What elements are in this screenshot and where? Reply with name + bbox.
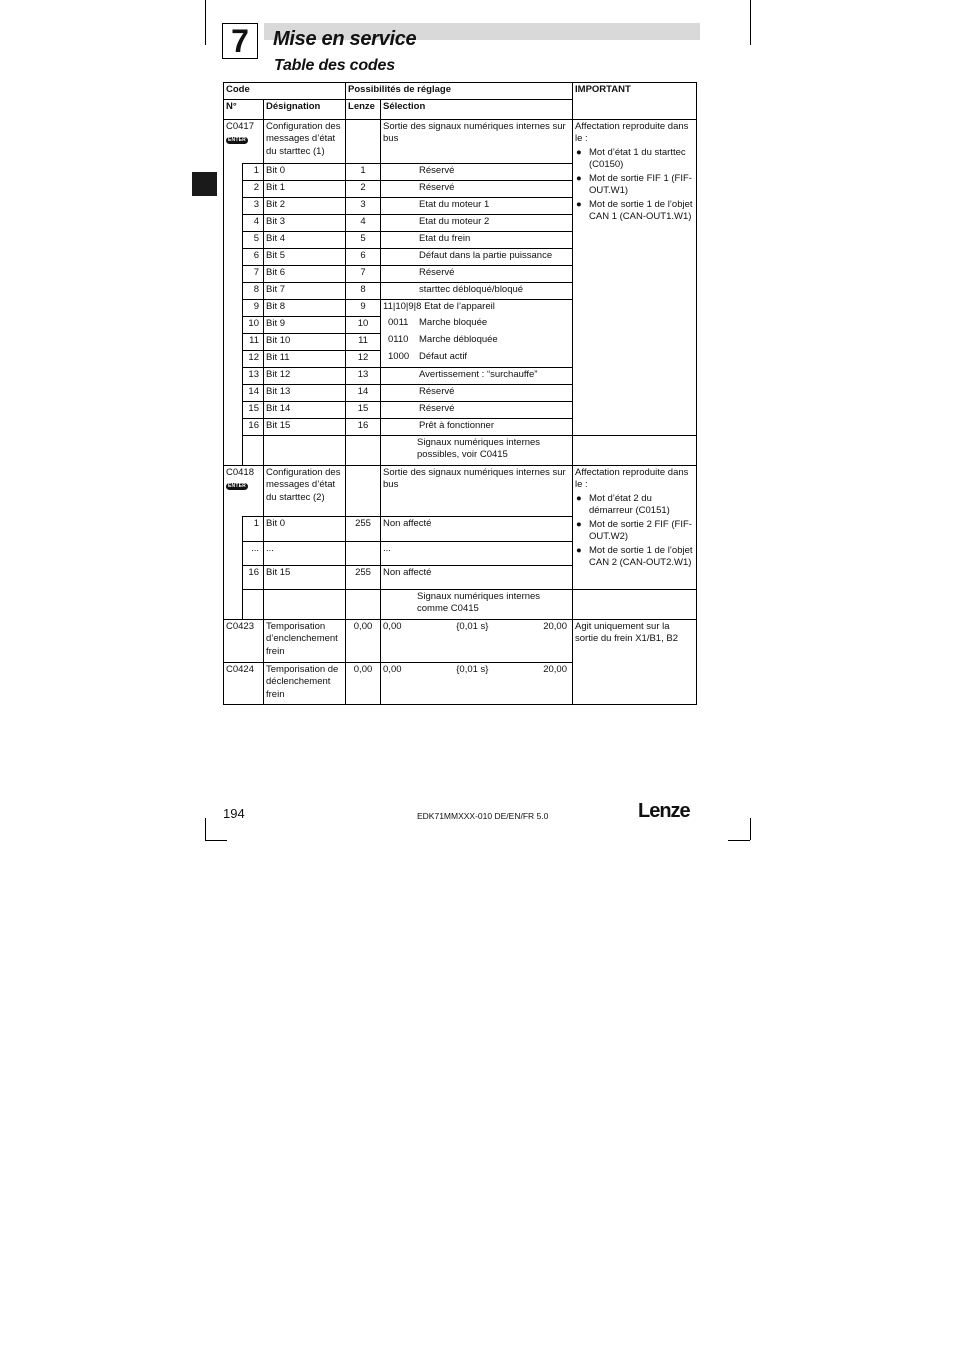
bit-selection: 0110 Marche débloquée (381, 333, 573, 350)
bit-no: 1 (243, 516, 264, 541)
important-intro: Affectation reproduite dans le : (575, 466, 689, 490)
bit-selection: 0011 Marche bloquée (381, 316, 573, 333)
crop-mark (750, 818, 751, 840)
bit-selection: Etat du frein (381, 231, 573, 248)
bit-no: 15 (243, 401, 264, 418)
crop-mark (205, 818, 206, 840)
header-no: N° (224, 99, 264, 119)
crop-mark (728, 840, 750, 841)
page-subtitle: Table des codes (274, 57, 395, 74)
bit-no: 9 (243, 299, 264, 316)
bit-lenze: 14 (346, 384, 381, 401)
code-row-c0423 (224, 619, 697, 662)
range-max: 20,00 (543, 620, 567, 632)
list-item: ● Mot de sortie 1 de l’objet CAN 2 (CAN-OUT2.W1) (576, 544, 693, 568)
bullet-icon: ● (576, 518, 582, 530)
list-item: ● Mot de sortie FIF 1 (FIF-OUT.W1) (576, 172, 692, 196)
bit-designation: Bit 8 (264, 299, 346, 316)
bit-lenze: 2 (346, 180, 381, 197)
header-important: IMPORTANT (573, 83, 697, 120)
bit-designation: Bit 13 (264, 384, 346, 401)
bit-designation: Bit 15 (264, 565, 346, 589)
selection-cell: Sortie des signaux numériques internes sur bus (381, 119, 573, 163)
bit-no: 16 (243, 565, 264, 589)
bit-selection: Réservé (381, 401, 573, 418)
bit-lenze (346, 541, 381, 565)
bit-designation: Bit 1 (264, 180, 346, 197)
range-max: 20,00 (543, 663, 567, 675)
page-title: Mise en service (273, 28, 417, 50)
code-row-c0418 (224, 465, 697, 516)
bit-lenze: 3 (346, 197, 381, 214)
page-number: 194 (223, 806, 245, 821)
bit-selection: Réservé (381, 180, 573, 197)
bit-lenze: 12 (346, 350, 381, 367)
code-cell (224, 465, 264, 516)
footer-row (224, 435, 697, 465)
bit-no: 11 (243, 333, 264, 350)
bit-selection: Avertissement : “surchauffe” (381, 367, 573, 384)
designation-cell: Configuration des messages d’état du starttec (1) (264, 119, 346, 163)
lenze-logo: Lenze (638, 800, 690, 822)
lenze-cell (346, 465, 381, 516)
bit-designation: Bit 9 (264, 316, 346, 333)
bit-designation: Bit 5 (264, 248, 346, 265)
bit-selection: Prêt à fonctionner (381, 418, 573, 435)
bit-designation: Bit 11 (264, 350, 346, 367)
lenze-cell: 0,00 (346, 619, 381, 662)
header-selection: Sélection (381, 99, 573, 119)
header-settings: Possibilités de réglage (346, 83, 573, 100)
footer-selection: Signaux numériques internes comme C0415 (381, 589, 573, 619)
bit-no: 1 (243, 163, 264, 180)
bit-no: 7 (243, 265, 264, 282)
bit-designation: Bit 0 (264, 163, 346, 180)
bit-selection: ... (381, 541, 573, 565)
bit-lenze: 1 (346, 163, 381, 180)
bit-designation: Bit 0 (264, 516, 346, 541)
bullet-icon: ● (576, 146, 582, 158)
bullet-icon: ● (576, 492, 582, 504)
code-number: C0423 (224, 619, 264, 662)
list-item: ● Mot de sortie 1 de l’objet CAN 1 (CAN-OUT1.W1) (576, 198, 693, 222)
bit-lenze: 10 (346, 316, 381, 333)
enter-icon: ENTER (228, 137, 246, 143)
bit-lenze: 255 (346, 516, 381, 541)
bit-lenze: 13 (346, 367, 381, 384)
code-table (223, 82, 697, 705)
range-step: {0,01 s} (456, 620, 489, 632)
code-number: C0418 (226, 466, 254, 478)
bit-lenze: 8 (346, 282, 381, 299)
bit-selection: Non affecté (381, 565, 573, 589)
table-header-row (224, 83, 697, 100)
bit-no: 12 (243, 350, 264, 367)
designation-cell: Configuration des messages d’état du starttec (2) (264, 465, 346, 516)
bit-designation: Bit 15 (264, 418, 346, 435)
designation-cell: Temporisation d’enclenchement frein (264, 619, 346, 662)
bullet-icon: ● (576, 198, 582, 210)
code-cell (224, 119, 264, 163)
lenze-cell (346, 119, 381, 163)
header-designation: Désignation (264, 99, 346, 119)
selection-cell: Sortie des signaux numériques internes sur bus (381, 465, 573, 516)
bit-lenze: 11 (346, 333, 381, 350)
bit-lenze: 16 (346, 418, 381, 435)
bit-no: 13 (243, 367, 264, 384)
important-list (575, 147, 694, 224)
bit-selection: 1000 Défaut actif (381, 350, 573, 367)
crop-mark (750, 0, 751, 45)
bit-designation: Bit 2 (264, 197, 346, 214)
bit-designation: Bit 4 (264, 231, 346, 248)
bit-lenze: 6 (346, 248, 381, 265)
bit-no: 3 (243, 197, 264, 214)
bit-selection: Défaut dans la partie puissance (381, 248, 573, 265)
crop-mark (205, 0, 206, 45)
list-item: ● Mot d’état 2 du démarreur (C0151) (576, 492, 670, 516)
range-cell (381, 662, 573, 704)
bit-no: 14 (243, 384, 264, 401)
chapter-number: 7 (222, 23, 258, 59)
important-cell (573, 119, 697, 435)
list-item: ● Mot d’état 1 du starttec (C0150) (576, 146, 686, 170)
important-cell: Agit uniquement sur la sortie du frein X1/B1, B2 (573, 619, 697, 704)
bit-lenze: 4 (346, 214, 381, 231)
bit-no: 5 (243, 231, 264, 248)
bullet-icon: ● (576, 172, 582, 184)
bit-selection: Réservé (381, 384, 573, 401)
bit-no: 8 (243, 282, 264, 299)
bit-no: 6 (243, 248, 264, 265)
bit-lenze: 5 (346, 231, 381, 248)
bit-selection: 11|10|9|8 Etat de l’appareil (381, 299, 573, 316)
bit-designation: Bit 10 (264, 333, 346, 350)
important-intro: Affectation reproduite dans le : (575, 120, 689, 144)
list-item: ● Mot de sortie 2 FIF (FIF-OUT.W2) (576, 518, 692, 542)
bit-selection: Etat du moteur 2 (381, 214, 573, 231)
chapter-tab-marker (192, 172, 217, 196)
bit-no: 16 (243, 418, 264, 435)
range-step: {0,01 s} (456, 663, 489, 675)
range-min: 0,00 (383, 663, 402, 675)
important-cell (573, 465, 697, 589)
designation-cell: Temporisation de déclenchement frein (264, 662, 346, 704)
lenze-cell: 0,00 (346, 662, 381, 704)
bit-no: ... (243, 541, 264, 565)
bit-designation: Bit 7 (264, 282, 346, 299)
header-lenze: Lenze (346, 99, 381, 119)
bit-selection: starttec débloqué/bloqué (381, 282, 573, 299)
bullet-icon: ● (576, 544, 582, 556)
bit-selection: Réservé (381, 163, 573, 180)
code-row-c0417 (224, 119, 697, 163)
bit-lenze: 255 (346, 565, 381, 589)
code-number: C0424 (224, 662, 264, 704)
bit-selection: Réservé (381, 265, 573, 282)
range-cell (381, 619, 573, 662)
bit-designation: Bit 6 (264, 265, 346, 282)
enter-icon: ENTER (228, 483, 246, 489)
bit-lenze: 15 (346, 401, 381, 418)
bit-selection: Etat du moteur 1 (381, 197, 573, 214)
footer-row (224, 589, 697, 619)
important-list (575, 493, 694, 570)
bit-lenze: 9 (346, 299, 381, 316)
bit-lenze: 7 (346, 265, 381, 282)
bit-selection: Non affecté (381, 516, 573, 541)
crop-mark (205, 840, 227, 841)
header-code: Code (224, 83, 346, 100)
bit-designation: ... (264, 541, 346, 565)
footer-selection: Signaux numériques internes possibles, voir C0415 (381, 435, 573, 465)
code-number: C0417 (226, 120, 254, 132)
bit-designation: Bit 14 (264, 401, 346, 418)
bit-no: 2 (243, 180, 264, 197)
range-min: 0,00 (383, 620, 402, 632)
document-reference: EDK71MMXXX-010 DE/EN/FR 5.0 (417, 811, 549, 821)
bit-no: 4 (243, 214, 264, 231)
bit-designation: Bit 3 (264, 214, 346, 231)
bit-designation: Bit 12 (264, 367, 346, 384)
bit-no: 10 (243, 316, 264, 333)
